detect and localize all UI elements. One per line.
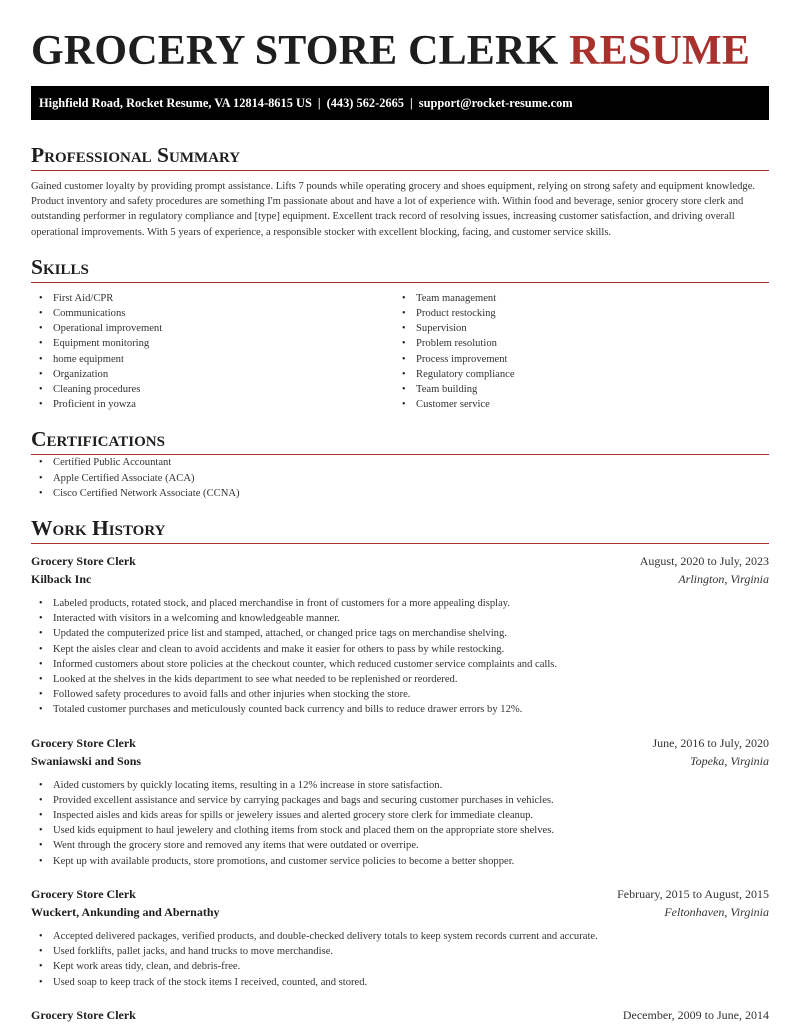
skill-item: • Organization xyxy=(31,367,394,382)
job-duties-list xyxy=(31,596,769,718)
job-company: Kilback Inc xyxy=(31,572,92,587)
work-history-list xyxy=(31,552,769,1024)
skill-item: • Supervision xyxy=(394,321,757,336)
job-duty-item: • Looked at the shelves in the kids department to see what needed to be replenished or reordered. xyxy=(31,672,769,687)
skills-column-right xyxy=(394,291,757,413)
job-duty-item: • Labeled products, rotated stock, and placed merchandise in front of customers for a more appealing display. xyxy=(31,596,769,611)
job-location: Arlington, Virginia xyxy=(678,572,769,587)
job-dates: June, 2016 to July, 2020 xyxy=(652,735,769,750)
job-duty-item: • Accepted delivered packages, verified products, and double-checked delivery totals to keep system records current and accurate. xyxy=(31,929,769,944)
skill-item: • Problem resolution xyxy=(394,336,757,351)
job-duties-list xyxy=(31,778,769,869)
skill-item: • First Aid/CPR xyxy=(31,291,394,306)
section-title-work-history: Work History xyxy=(31,515,769,544)
job-location: Topeka, Virginia xyxy=(690,753,769,768)
section-title-skills: Skills xyxy=(31,254,769,283)
job-duty-item: • Kept up with available products, store promotions, and customer service policies to become a better shopper. xyxy=(31,854,769,869)
job-title: Grocery Store Clerk xyxy=(31,886,136,901)
job-duty-item: • Inspected aisles and kids areas for spills or jewelery issues and alerted grocery store clerk for immediate cleanup. xyxy=(31,808,769,823)
name-accent: RESUME xyxy=(569,28,751,74)
job-duties-list xyxy=(31,929,769,990)
job-duty-item: • Used forklifts, pallet jacks, and hand trucks to move merchandise. xyxy=(31,944,769,959)
skill-item: • Regulatory compliance xyxy=(394,367,757,382)
section-title-certifications: Certifications xyxy=(31,426,769,455)
section-title-summary: Professional Summary xyxy=(31,142,769,171)
job-duty-item: • Kept work areas tidy, clean, and debris-free. xyxy=(31,959,769,974)
skill-item: • Team management xyxy=(394,291,757,306)
certification-item: • Cisco Certified Network Associate (CCNA) xyxy=(31,486,769,501)
skill-item: • Team building xyxy=(394,382,757,397)
job-entry xyxy=(31,734,769,869)
skill-item: • Equipment monitoring xyxy=(31,336,394,351)
job-location: Feltonhaven, Virginia xyxy=(664,904,769,919)
job-duty-item: • Interacted with visitors in a welcoming and knowledgeable manner. xyxy=(31,611,769,626)
skill-item: • Communications xyxy=(31,306,394,321)
job-title: Grocery Store Clerk xyxy=(31,554,136,569)
job-entry xyxy=(31,885,769,990)
job-duty-item: • Used kids equipment to haul jewelery and clothing items from stock and placed them on the appropriate store shelves. xyxy=(31,823,769,838)
name-text: GROCERY STORE CLERK xyxy=(31,28,559,74)
certifications-list xyxy=(31,455,769,501)
skill-item: • home equipment xyxy=(31,352,394,367)
job-entry xyxy=(31,552,769,718)
contact-address: Highfield Road, Rocket Resume, VA 12814-8615 US xyxy=(39,96,312,110)
job-duty-item: • Followed safety procedures to avoid falls and other injuries when stocking the store. xyxy=(31,687,769,702)
skills-list xyxy=(31,291,769,413)
skill-item: • Customer service xyxy=(394,397,757,412)
skill-item: • Cleaning procedures xyxy=(31,382,394,397)
job-dates: February, 2015 to August, 2015 xyxy=(617,886,769,901)
resume-title xyxy=(31,0,769,78)
job-entry xyxy=(31,1006,769,1024)
skill-item: • Proficient in yowza xyxy=(31,397,394,412)
contact-separator: | xyxy=(317,96,321,110)
job-duty-item: • Kept the aisles clear and clean to avoid accidents and make it easier for others to pass by while restocking. xyxy=(31,642,769,657)
certification-item: • Certified Public Accountant xyxy=(31,455,769,470)
job-duty-item: • Aided customers by quickly locating items, resulting in a 12% increase in store satisfaction. xyxy=(31,778,769,793)
job-duty-item: • Provided excellent assistance and service by carrying packages and bags and securing customer purchases in vehicles. xyxy=(31,793,769,808)
skill-item: • Product restocking xyxy=(394,306,757,321)
job-duty-item: • Went through the grocery store and removed any items that were outdated or overripe. xyxy=(31,838,769,853)
job-title: Grocery Store Clerk xyxy=(31,1007,136,1022)
job-dates: December, 2009 to June, 2014 xyxy=(622,1007,769,1022)
job-duty-item: • Totaled customer purchases and meticulously counted back currency and bills to reduce drawer errors by 12%. xyxy=(31,702,769,717)
contact-phone[interactable]: (443) 562-2665 xyxy=(326,96,405,110)
job-title: Grocery Store Clerk xyxy=(31,735,136,750)
job-company: Wuckert, Ankunding and Abernathy xyxy=(31,904,220,919)
skill-item: • Operational improvement xyxy=(31,321,394,336)
contact-separator: | xyxy=(410,96,413,110)
job-company: Swaniawski and Sons xyxy=(31,753,142,768)
skill-item: • Process improvement xyxy=(394,352,757,367)
summary-text: Gained customer loyalty by providing prompt assistance. Lifts 7 pounds while operating grocery and shoes equipment, relying on strong safety and equipment knowledge. Product inventory and safety procedures are something I'm passionate about and have a lot of experience with. Within food and beverage, senior grocery store clerk and outstanding performer in regulatory compliance and [type] equipment. Excellent track record of resolving issues, increasing customer satisfaction, and driving overall operational improvements. With 5 years of experience, a responsible stocker with excellent blocking, facing, and customer service skills. xyxy=(31,181,756,238)
certification-item: • Apple Certified Associate (ACA) xyxy=(31,471,769,486)
contact-bar xyxy=(31,86,769,120)
job-duty-item: • Used soap to keep track of the stock items I received, counted, and stored. xyxy=(31,975,769,990)
contact-email[interactable]: support@rocket-resume.com xyxy=(418,96,573,110)
job-dates: August, 2020 to July, 2023 xyxy=(639,554,769,569)
job-duty-item: • Updated the computerized price list and stamped, attached, or changed price tags on merchandise shelving. xyxy=(31,626,769,641)
job-duty-item: • Informed customers about store policies at the checkout counter, which reduced customer service complaints and calls. xyxy=(31,657,769,672)
skills-column-left xyxy=(31,291,394,413)
